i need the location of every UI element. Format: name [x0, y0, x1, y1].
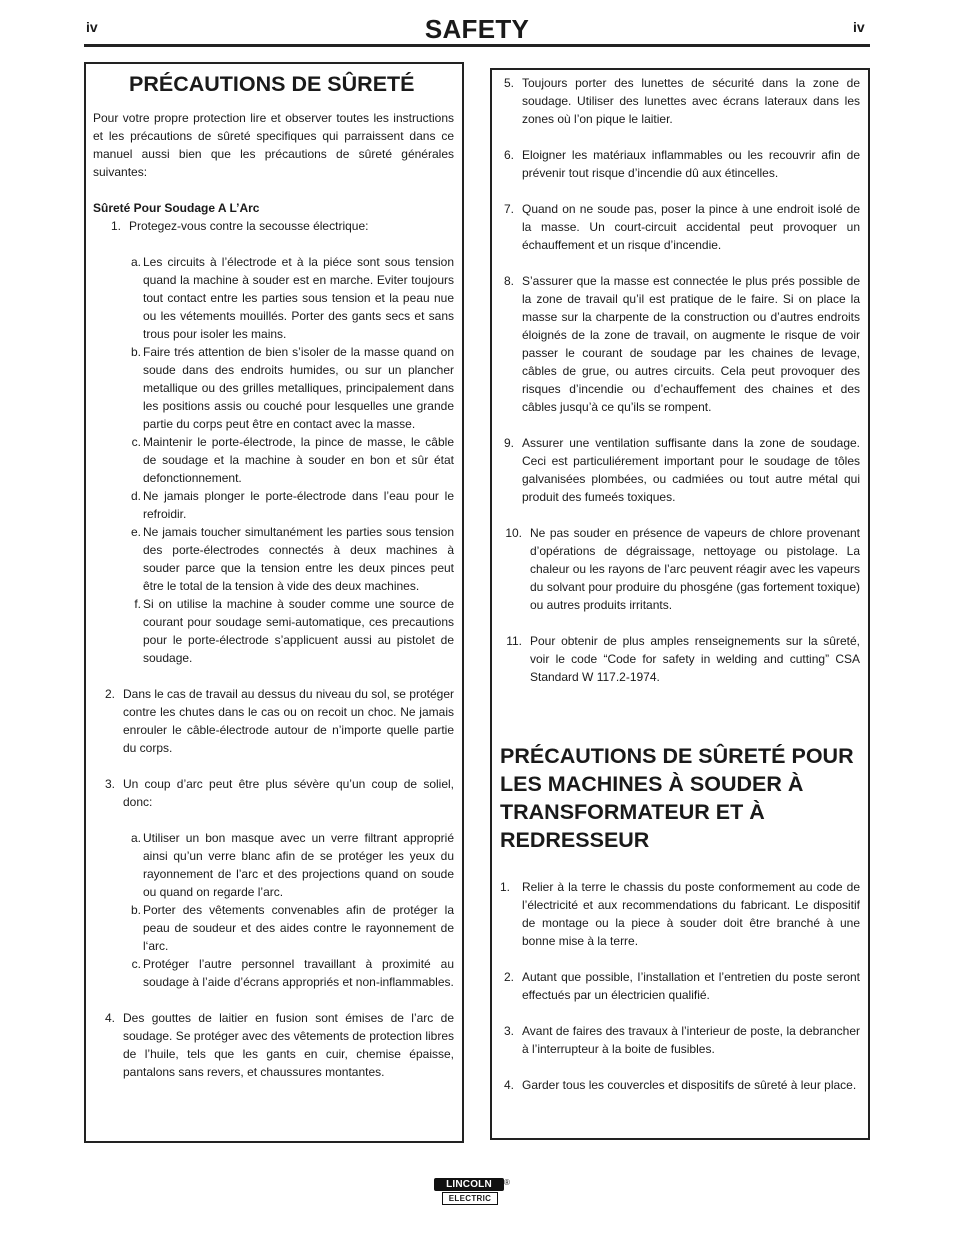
sub-item-text: Faire trés attention de bien s’isoler de la masse quand on soude dans des endroits humides, ou sur un plancher metallique ou des grilles metalliques, principalement dans les positions assis ou couché pour lesquelles une grande partie du corps peut être en contact avec la masse. — [143, 345, 454, 431]
item-text: Pour obtenir de plus amples renseignements sur la sûreté, voir le code “Code for safety in welding and cutting” CSA Standard W 117.2-1974. — [530, 634, 860, 684]
sub-item-text: Utiliser un bon masque avec un verre filtrant approprié ainsi qu’un verre blanc afin de se protéger les yeux du rayonnement de l’arc et des projections quand on soude ou quand on regarde l’arc. — [143, 831, 454, 899]
right-column-panel — [490, 68, 870, 1140]
left-column-panel — [84, 62, 464, 1143]
item-number: 10. — [505, 526, 522, 540]
sub-item-letter: b. — [130, 903, 141, 917]
item-number: 1. — [500, 880, 511, 894]
list-item — [500, 1076, 860, 1094]
sub-item-text: Ne jamais toucher simultanément les parties sous tension des porte-électrodes connectés à deux machines à souder parce que la tension entre les deux pinces peut être le total de la tension à vide des deux machines. — [143, 525, 454, 593]
section-heading: PRÉCAUTIONS DE SÛRETÉ — [129, 72, 415, 96]
sub-item — [125, 433, 454, 487]
list-item — [500, 74, 860, 128]
item-text: Protegez-vous contre la secousse électrique: — [129, 219, 369, 233]
sub-item-letter: c. — [131, 435, 141, 449]
list-item — [500, 1022, 860, 1058]
sub-item-letter: a. — [130, 831, 141, 845]
list-item — [500, 146, 860, 182]
list-item — [500, 524, 860, 614]
sub-item-letter: c. — [131, 957, 141, 971]
item-number: 1. — [110, 219, 121, 233]
sub-item-text: Maintenir le porte-électrode, la pince de masse, le câble de soudage et la machine à souder en bon et sûr état defonctionnement. — [143, 435, 454, 485]
item-number: 11. — [506, 634, 522, 648]
list-item — [93, 685, 454, 757]
subsection-title: Sûreté Pour Soudage A L’Arc — [93, 201, 260, 215]
item-text: Des gouttes de laitier en fusion sont émises de l’arc de soudage. Se protéger avec des vêtements de protection libres de l’huile, tels que les gants en cuir, chemise épaisse, pantalons sans revers, et chaussures montantes. — [123, 1011, 454, 1079]
item-number: 4. — [503, 1078, 514, 1092]
item-number: 2. — [503, 970, 514, 984]
sub-item — [125, 901, 454, 955]
list-item — [93, 1009, 454, 1081]
sub-item-text: Porter des vêtements convenables afin de protéger la peau de soudeur et des aides contre le rayonnement de l‘arc. — [143, 903, 454, 953]
sub-item-letter: d. — [130, 489, 141, 503]
item-number: 3. — [503, 1024, 514, 1038]
list-item — [500, 968, 860, 1004]
item-text: Dans le cas de travail au dessus du niveau du sol, se protéger contre les chutes dans le cas ou on recoit un choc. Ne jamais enrouler le câble-électrode autour de n’importe quelle partie du corps. — [123, 687, 454, 755]
item-number: 2. — [104, 687, 115, 701]
logo-bottom-text: ELECTRIC — [442, 1192, 498, 1205]
item-text: Quand on ne soude pas, poser la pince à une endroit isolé de la masse. Un court-circuit accidental peut provoquer un échauffement et un risque d’incendie. — [522, 202, 860, 252]
item-text: S’assurer que la masse est connectée le plus prés possible de la zone de travail qu’il est pratique de le faire. Si on place la masse sur la charpente de la construction ou d’autres endroits éloignés de la zone de travail, on augmente le risque de voir passer le courant de soudage par les chaines de levage, câbles de grue, ou autres circuits. Cela peut provoquer des risques d’incendie ou d’echauffement des chaines et des câbles jusqu’à ce qu’ils se rompent. — [522, 274, 860, 414]
sub-item — [125, 523, 454, 595]
item-number: 5. — [503, 76, 514, 90]
intro-paragraph: Pour votre propre protection lire et observer toutes les instructions et les précautions de sûreté specifiques qui parraissent dans ce manuel aussi bien que les précautions de sûreté générales suivantes: — [93, 111, 454, 179]
list-item — [93, 775, 454, 811]
sub-item — [125, 595, 454, 667]
page-title: SAFETY — [424, 14, 530, 44]
item-number: 6. — [503, 148, 514, 162]
list-item — [500, 272, 860, 416]
item-number: 8. — [503, 274, 514, 288]
sub-item-letter: a. — [130, 255, 141, 269]
item-number: 3. — [104, 777, 115, 791]
item-number: 4. — [104, 1011, 115, 1025]
logo-top-text: LINCOLN — [434, 1178, 504, 1191]
registered-mark: ® — [504, 1178, 510, 1187]
item-text: Eloigner les matériaux inflammables ou les recouvrir afin de prévenir tout risque d’incendie dû aux étincelles. — [522, 148, 860, 180]
list-item — [500, 878, 860, 950]
sub-item — [125, 343, 454, 433]
section-heading-transformer: PRÉCAUTIONS DE SÛRETÉ POUR LES MACHINES À SOUDER À TRANSFORMATEUR ET À REDRESSEUR — [500, 744, 854, 852]
sub-item-text: Ne jamais plonger le porte-électrode dans l’eau pour le refroidir. — [143, 489, 454, 521]
sub-item — [125, 955, 454, 991]
list-item — [500, 632, 860, 686]
item-number: 9. — [503, 436, 514, 450]
item-text: Assurer une ventilation suffisante dans la zone de soudage. Ceci est particuliérement important pour le soudage de tôles galvanisées plombées, ou cadmiées ou tout autre métal qui produit des fumeés toxiques. — [522, 436, 860, 504]
item-number: 7. — [503, 202, 514, 216]
lincoln-electric-logo — [434, 1178, 512, 1206]
list-item — [99, 217, 454, 235]
sub-item-text: Protéger l’autre personnel travaillant à proximité au soudage à l’aide d’écrans appropriés et non-inflammables. — [143, 957, 454, 989]
list-item — [500, 434, 860, 506]
sub-item-letter: f. — [134, 597, 141, 611]
sub-item-letter: e. — [130, 525, 141, 539]
page-number-right: iv — [853, 19, 865, 35]
sub-item — [125, 829, 454, 901]
item-text: Ne pas souder en présence de vapeurs de chlore provenant d’opérations de dégraissage, nettoyage ou pistolage. La chaleur ou les rayons de l’arc peuvent réagir avec les vapeurs du solvant pour produire du phosgéne (gas fortement toxique) ou autres produits irritants. — [530, 526, 860, 612]
item-text: Un coup d’arc peut être plus sévère qu’un coup de soliel, donc: — [123, 777, 454, 809]
sub-item — [125, 487, 454, 523]
sub-item — [125, 253, 454, 343]
list-item — [500, 200, 860, 254]
item-text: Relier à la terre le chassis du poste conformement au code de l’électricité et aux recommendations du fabricant. Le dispositif de montage ou la piece à souder doit être branché à une bonne mise à la terre. — [522, 880, 860, 948]
page-number-left: iv — [86, 19, 98, 35]
item-text: Toujours porter des lunettes de sécurité dans la zone de soudage. Utiliser des lunettes avec écrans lateraux dans les zones où l’on pique le laitier. — [522, 76, 860, 126]
header-rule — [84, 44, 870, 47]
sub-item-text: Les circuits à l’électrode et à la piéce sont sous tension quand la machine à souder est en marche. Eviter toujours tout contact entre les parties sous tension et la peau nue ou les vétements mouillés. Porter des gants secs et sans trous pour isoler les mains. — [143, 255, 454, 341]
sub-item-letter: b. — [130, 345, 141, 359]
item-text: Autant que possible, I’installation et l’entretien du poste seront effectués par un électricien qualifié. — [522, 970, 860, 1002]
item-text: Avant de faires des travaux à l’interieur de poste, la debrancher à l’interrupteur à la boite de fusibles. — [522, 1024, 860, 1056]
item-text: Garder tous les couvercles et dispositifs de sûreté à leur place. — [522, 1078, 857, 1092]
sub-item-text: Si on utilise la machine à souder comme une source de courant pour soudage semi-automatique, ces precautions pour le porte-électrode s’applicuent aussi au pistolet de soudage. — [143, 597, 454, 665]
